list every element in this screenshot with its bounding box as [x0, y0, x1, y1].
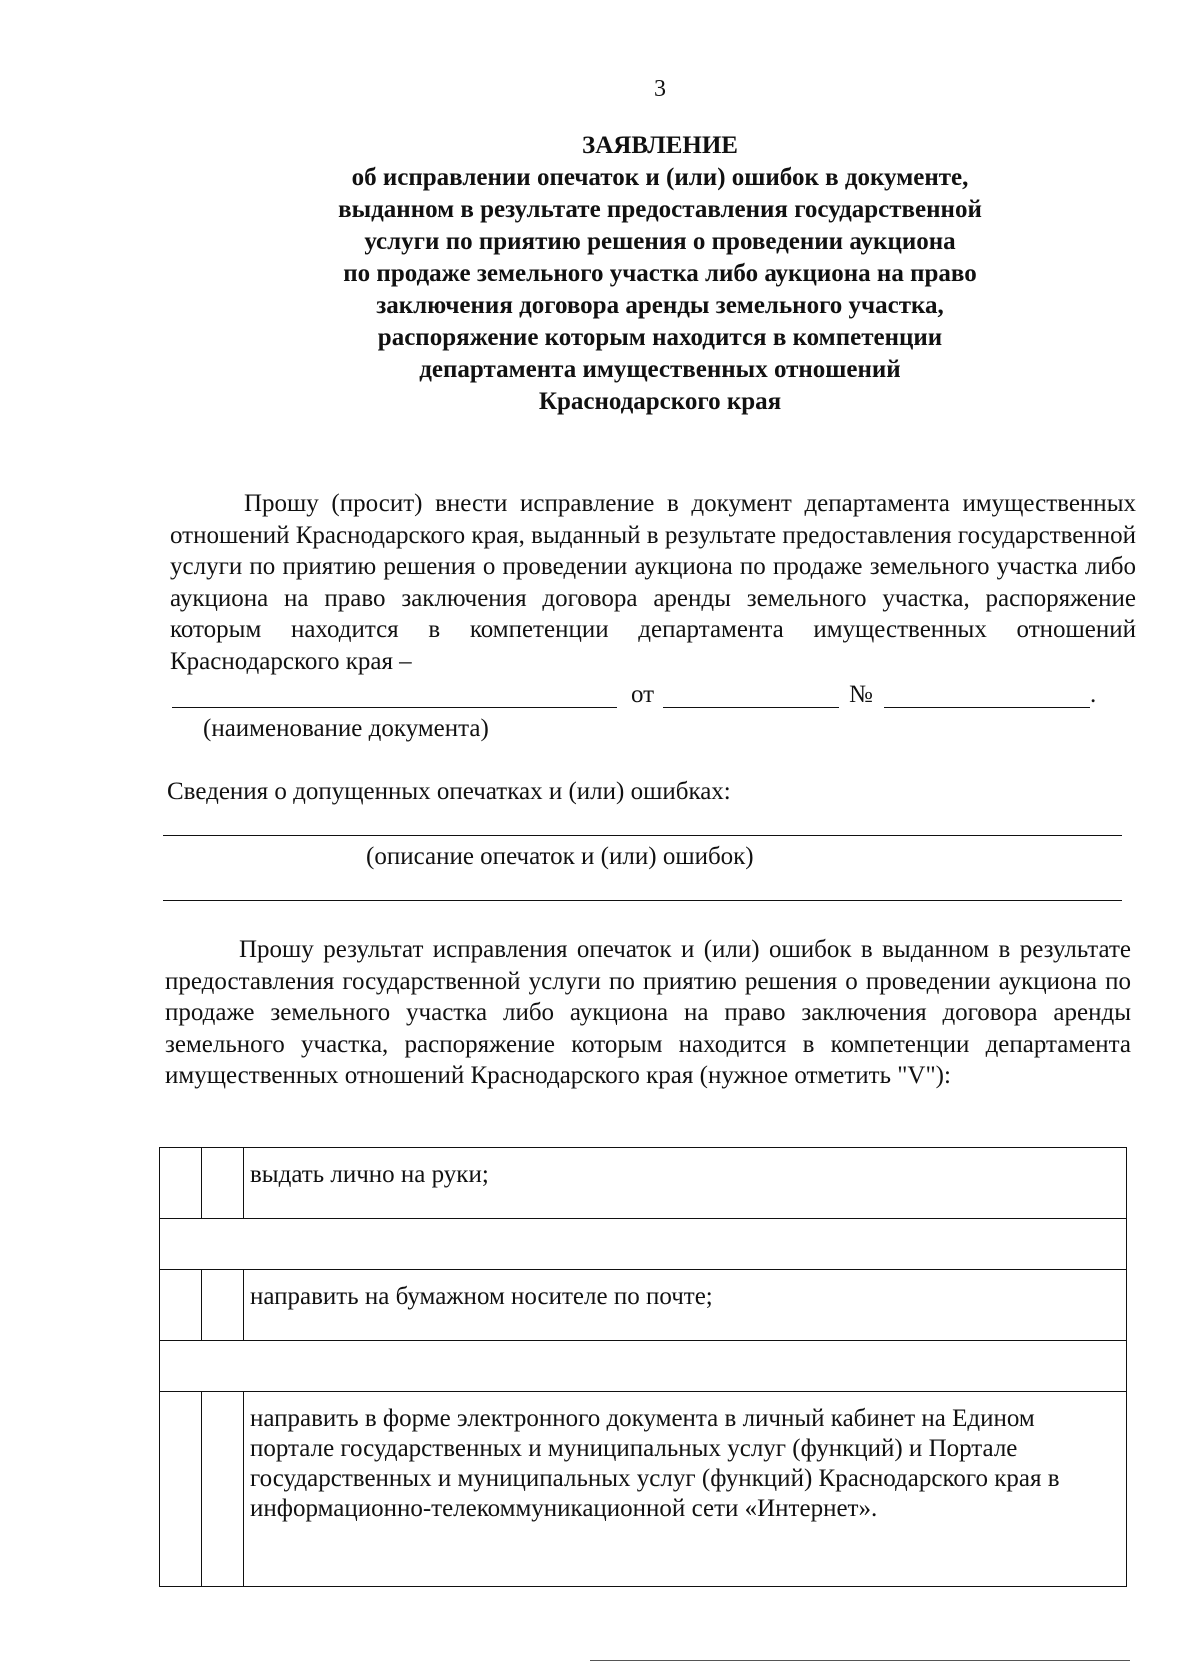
bottom-divider: [590, 1660, 1130, 1661]
option-checkbox-personal[interactable]: [160, 1148, 202, 1219]
title-line: заключения договора аренды земельного участка,: [376, 292, 944, 319]
document-name-field[interactable]: [172, 707, 617, 708]
errors-heading: Сведения о допущенных опечатках и (или) ошибках:: [167, 778, 731, 805]
title-line: ЗАЯВЛЕНИЕ: [582, 132, 738, 159]
errors-description-field[interactable]: [163, 835, 1122, 836]
option-label: направить на бумажном носителе по почте;: [244, 1270, 1127, 1341]
document-date-field[interactable]: [663, 707, 839, 708]
option-row: [160, 1148, 1127, 1219]
title-line: услуги по приятию решения о проведении аукциона: [364, 228, 956, 255]
option-row: [160, 1392, 1127, 1587]
delivery-options-table: [159, 1147, 1127, 1587]
option-checkbox-personal-inner[interactable]: [202, 1148, 244, 1219]
option-checkbox-mail-inner[interactable]: [202, 1270, 244, 1341]
from-label: от: [631, 681, 655, 708]
title-line: департамента имущественных отношений: [419, 356, 901, 383]
option-checkbox-mail[interactable]: [160, 1270, 202, 1341]
option-row: [160, 1270, 1127, 1341]
result-paragraph: Прошу результат исправления опечаток и (или) ошибок в выданном в результате предоставления государственной услуги по приятию решения о проведении аукциона по продаже земельного участка либо аукциона на право заключения договора аренды земельного участка, распоряжение которым находится в компетенции департамента имущественных отношений Краснодарского края (нужное отметить "V"):: [165, 936, 1131, 1089]
errors-caption: (описание опечаток и (или) ошибок): [366, 843, 754, 870]
errors-description-field-2[interactable]: [163, 900, 1122, 901]
number-label: №: [849, 681, 873, 708]
table-spacer-row: [160, 1219, 1127, 1270]
title-line: распоряжение которым находится в компетенции: [377, 324, 943, 351]
option-checkbox-electronic-inner[interactable]: [202, 1392, 244, 1587]
document-title: [240, 130, 1080, 418]
option-label: направить в форме электронного документа в личный кабинет на Едином портале государственных и муниципальных услуг (функций) и Портале государственных и муниципальных услуг (функций) Краснодарского края в информационно-телекоммуникационной сети «Интернет».: [244, 1392, 1127, 1587]
option-checkbox-electronic[interactable]: [160, 1392, 202, 1587]
title-line: по продаже земельного участка либо аукциона на право: [343, 260, 977, 287]
page-number: 3: [654, 76, 666, 102]
table-spacer-row: [160, 1341, 1127, 1392]
option-label: выдать лично на руки;: [244, 1148, 1127, 1219]
end-mark: .: [1090, 681, 1097, 708]
request-paragraph: Прошу (просит) внести исправление в документ департамента имущественных отношений Краснодарского края, выданный в результате предоставления государственной услуги по приятию решения о проведении аукциона по продаже земельного участка либо аукциона на право заключения договора аренды земельного участка, распоряжение которым находится в компетенции департамента имущественных отношений Краснодарского края –: [170, 490, 1136, 675]
document-name-caption: (наименование документа): [203, 715, 489, 742]
title-line: Краснодарского края: [538, 388, 782, 415]
title-line: об исправлении опечаток и (или) ошибок в документе,: [351, 164, 969, 191]
document-number-field[interactable]: [884, 707, 1090, 708]
title-line: выданном в результате предоставления государственной: [338, 196, 982, 223]
